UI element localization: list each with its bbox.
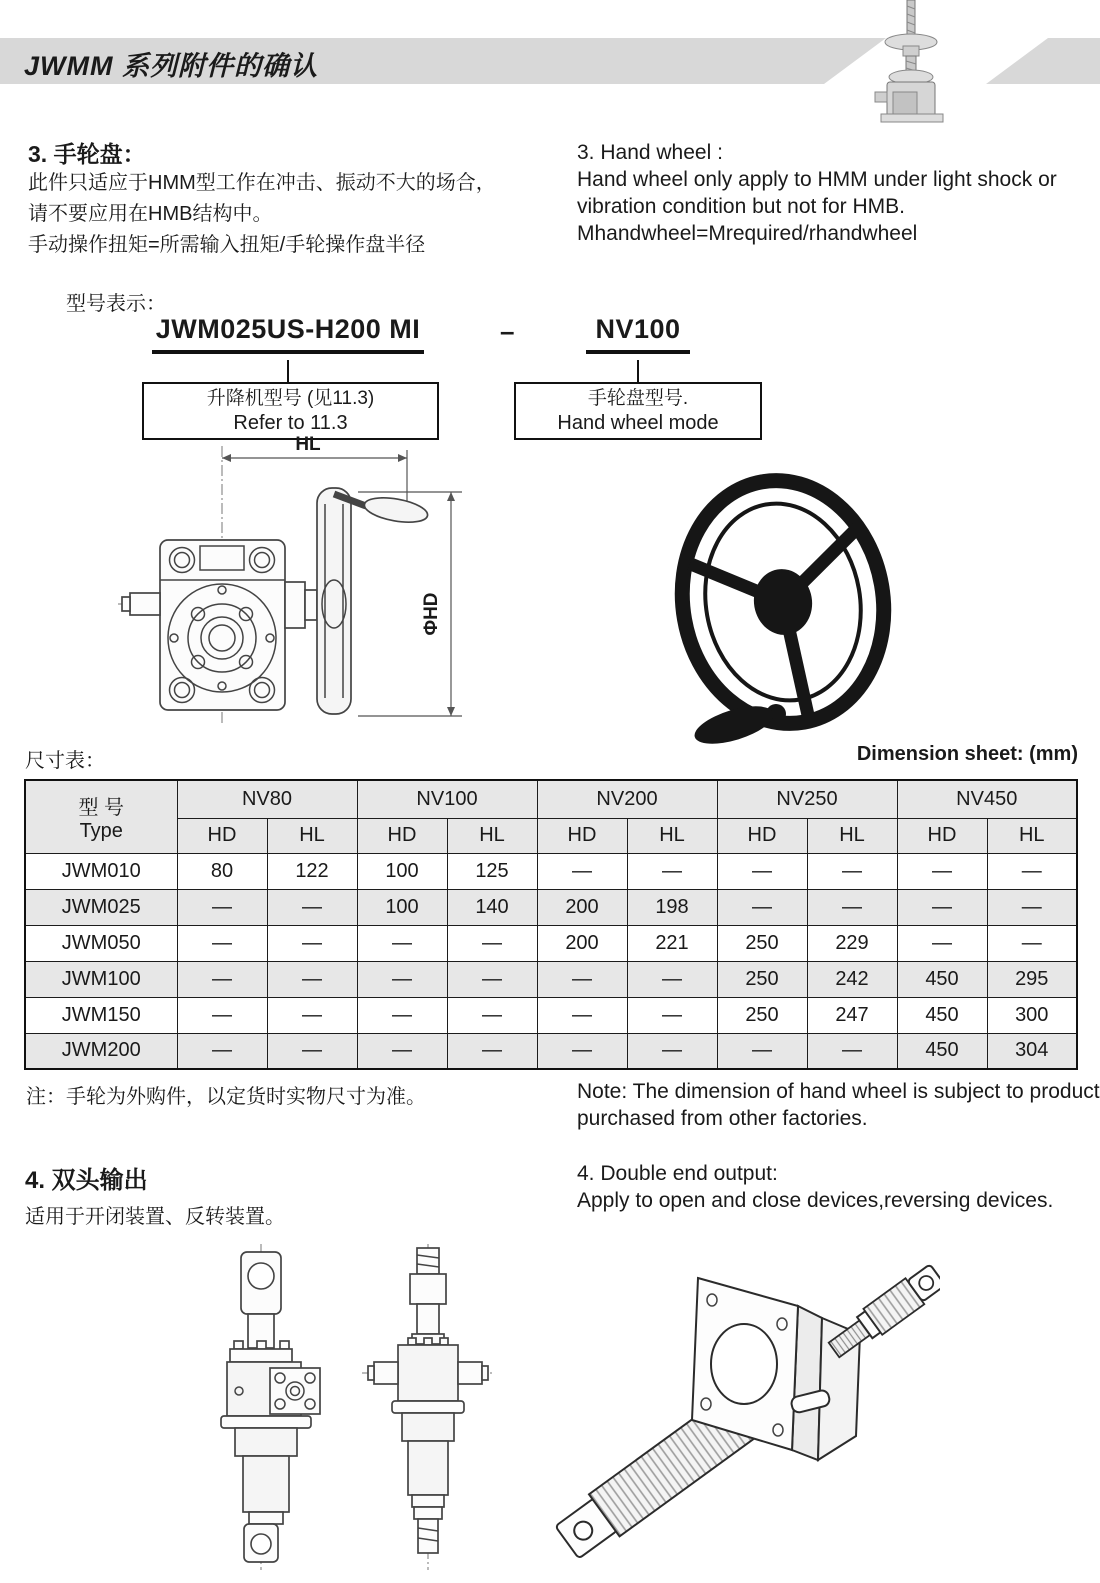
- table-cell: —: [267, 961, 357, 997]
- table-row: [25, 853, 1077, 889]
- table-cell: 221: [627, 925, 717, 961]
- model-right-callout-box: [514, 382, 762, 440]
- section3-body-cn-line1: 此件只适应于HMM型工作在冲击、振动不大的场合，: [28, 172, 496, 194]
- table-cell: —: [267, 925, 357, 961]
- table-cell: —: [357, 961, 447, 997]
- table-cell: —: [537, 961, 627, 997]
- table-cell: 198: [627, 889, 717, 925]
- table-cell: 247: [807, 997, 897, 1033]
- table-cell: —: [537, 1033, 627, 1069]
- table-cell: —: [357, 1033, 447, 1069]
- table-cell: 80: [177, 853, 267, 889]
- table-cell: —: [177, 961, 267, 997]
- table-row: [25, 961, 1077, 997]
- table-caption-en: Dimension sheet: (mm): [856, 743, 1078, 765]
- table-cell: —: [177, 1033, 267, 1069]
- col-group-nv250: NV250: [717, 780, 897, 818]
- table-cell: 200: [537, 925, 627, 961]
- table-cell: —: [267, 889, 357, 925]
- dim-label-hl: HL: [295, 434, 321, 455]
- note-cn: 注：手轮为外购件，以定货时实物尺寸为准。: [26, 1086, 426, 1108]
- section3-body-cn: [28, 168, 496, 261]
- header-banner-right-piece: [986, 38, 1100, 84]
- row-type: JWM100: [25, 961, 177, 997]
- table-cell: 125: [447, 853, 537, 889]
- table-cell: 450: [897, 1033, 987, 1069]
- row-type: JWM200: [25, 1033, 177, 1069]
- model-right-callout-cn: 手轮盘型号.: [587, 387, 689, 409]
- section3-body-en-line1: Hand wheel only apply to HMM under light shock or: [577, 168, 1057, 191]
- table-cell: —: [897, 853, 987, 889]
- col-header-type: 型 号 Type: [25, 780, 177, 853]
- table-cell: —: [717, 889, 807, 925]
- section3-body-cn-line3: 手动操作扭矩=所需输入扭矩/手轮操作盘半径: [28, 234, 426, 256]
- table-cell: —: [177, 925, 267, 961]
- table-cell: 295: [987, 961, 1077, 997]
- col-subheader-hl: HL: [807, 818, 897, 853]
- section3-body-en-line3: Mhandwheel=Mrequired/rhandwheel: [577, 222, 918, 245]
- table-cell: —: [807, 1033, 897, 1069]
- note-en-line1: Note: The dimension of hand wheel is subject to product: [577, 1080, 1100, 1103]
- col-subheader-hd: HD: [897, 818, 987, 853]
- section3-body-en: [577, 139, 1057, 247]
- table-cell: 304: [987, 1033, 1077, 1069]
- col-subheader-hd: HD: [357, 818, 447, 853]
- col-subheader-hl: HL: [447, 818, 537, 853]
- table-cell: 140: [447, 889, 537, 925]
- col-group-nv200: NV200: [537, 780, 717, 818]
- table-cell: 250: [717, 961, 807, 997]
- table-cell: —: [717, 1033, 807, 1069]
- table-cell: —: [447, 961, 537, 997]
- section3-heading-en: 3. Hand wheel :: [577, 141, 723, 164]
- table-cell: —: [177, 889, 267, 925]
- table-cell: —: [987, 853, 1077, 889]
- table-cell: —: [447, 997, 537, 1033]
- model-right-callout-en: Hand wheel mode: [557, 411, 719, 434]
- table-cell: —: [537, 853, 627, 889]
- section4-en: [577, 1160, 1053, 1214]
- col-group-nv450: NV450: [897, 780, 1077, 818]
- section3-body-cn-line2: 请不要应用在HMB结构中。: [28, 203, 273, 225]
- row-type: JWM050: [25, 925, 177, 961]
- section3-body-en-line2: vibration condition but not for HMB.: [577, 195, 906, 218]
- model-left-callout-cn: 升降机型号 (见11.3): [206, 387, 375, 409]
- col-subheader-hl: HL: [627, 818, 717, 853]
- table-cell: 100: [357, 889, 447, 925]
- col-subheader-hd: HD: [177, 818, 267, 853]
- table-cell: 242: [807, 961, 897, 997]
- col-subheader-hd: HD: [537, 818, 627, 853]
- table-cell: —: [357, 997, 447, 1033]
- table-cell: —: [807, 853, 897, 889]
- table-cell: —: [447, 925, 537, 961]
- table-cell: —: [807, 889, 897, 925]
- model-left-code: JWM025US-H200 MI: [152, 314, 424, 354]
- model-right-code: NV100: [586, 314, 690, 354]
- table-cell: —: [537, 997, 627, 1033]
- dimension-table: [24, 779, 1078, 1070]
- table-cell: —: [717, 853, 807, 889]
- col-group-nv80: NV80: [177, 780, 357, 818]
- section3-heading-cn: 3. 手轮盘：: [28, 141, 146, 167]
- section4-body-cn: 适用于开闭装置、反转装置。: [25, 1206, 285, 1228]
- table-cell: 450: [897, 997, 987, 1033]
- table-cell: 250: [717, 997, 807, 1033]
- handwheel-photo: [648, 452, 928, 752]
- double-end-jack-side-view: [358, 1242, 498, 1572]
- gearbox-dimension-drawing: [110, 432, 470, 732]
- col-group-nv100: NV100: [357, 780, 537, 818]
- double-end-jack-front-view: [198, 1242, 330, 1572]
- model-left-callout-en: Refer to 11.3: [233, 411, 348, 434]
- double-end-jack-isometric-drawing: [540, 1238, 940, 1573]
- table-cell: —: [987, 889, 1077, 925]
- table-cell: 200: [537, 889, 627, 925]
- table-cell: 300: [987, 997, 1077, 1033]
- row-type: JWM010: [25, 853, 177, 889]
- table-cell: —: [357, 925, 447, 961]
- model-left-connector-line: [287, 360, 289, 382]
- table-caption-cn: 尺寸表：: [25, 750, 105, 772]
- table-cell: 450: [897, 961, 987, 997]
- table-cell: 229: [807, 925, 897, 961]
- model-notation-label: 型号表示：: [66, 293, 166, 315]
- section4-body-en: Apply to open and close devices,reversing devices.: [577, 1189, 1054, 1212]
- note-en: [577, 1078, 1100, 1132]
- table-cell: —: [267, 997, 357, 1033]
- section4-heading-cn: 4. 双头输出: [25, 1167, 148, 1194]
- col-subheader-hd: HD: [717, 818, 807, 853]
- table-cell: —: [987, 925, 1077, 961]
- row-type: JWM025: [25, 889, 177, 925]
- model-dash: –: [500, 316, 515, 346]
- table-cell: —: [897, 925, 987, 961]
- table-row: [25, 1033, 1077, 1069]
- model-right-connector-line: [637, 360, 639, 382]
- table-cell: —: [627, 961, 717, 997]
- section4-heading-en: 4. Double end output:: [577, 1162, 778, 1185]
- note-en-line2: purchased from other factories.: [577, 1107, 868, 1130]
- row-type: JWM150: [25, 997, 177, 1033]
- table-row: [25, 997, 1077, 1033]
- table-cell: —: [177, 997, 267, 1033]
- dim-label-hd: ΦHD: [421, 592, 442, 636]
- table-cell: —: [627, 997, 717, 1033]
- screw-jack-product-icon: [858, 0, 968, 126]
- table-cell: —: [627, 853, 717, 889]
- col-subheader-hl: HL: [987, 818, 1077, 853]
- table-row: [25, 925, 1077, 961]
- table-cell: —: [267, 1033, 357, 1069]
- table-cell: —: [627, 1033, 717, 1069]
- table-cell: 122: [267, 853, 357, 889]
- table-cell: 250: [717, 925, 807, 961]
- table-row: [25, 889, 1077, 925]
- table-cell: —: [447, 1033, 537, 1069]
- col-subheader-hl: HL: [267, 818, 357, 853]
- table-cell: 100: [357, 853, 447, 889]
- page-title: JWMM 系列附件的确认: [24, 51, 318, 81]
- table-cell: —: [897, 889, 987, 925]
